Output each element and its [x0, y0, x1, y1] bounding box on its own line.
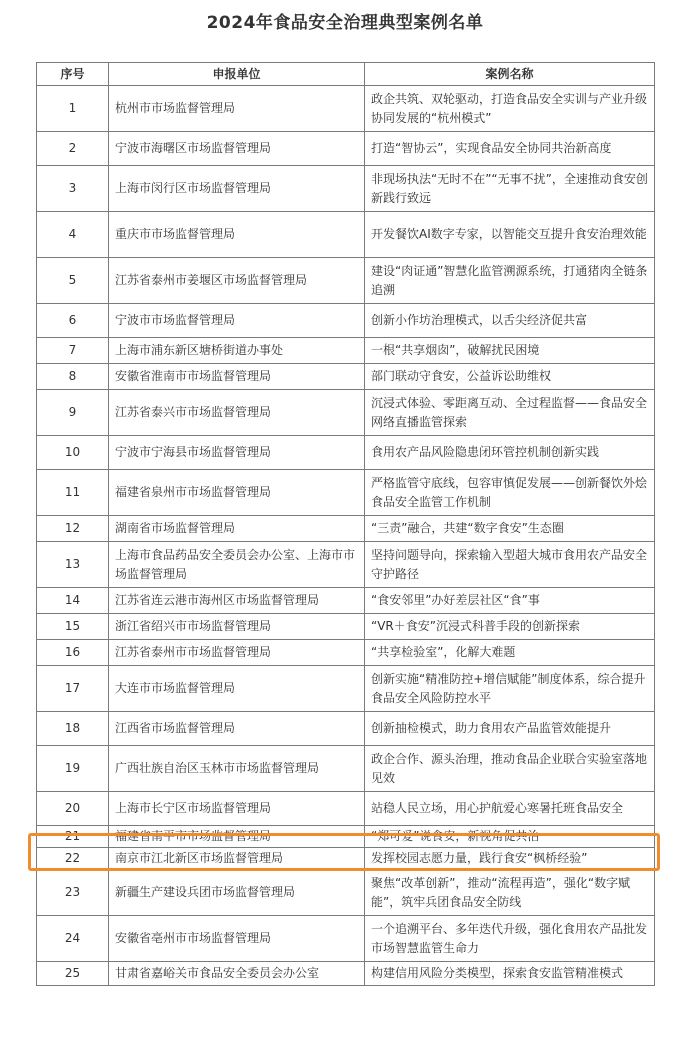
- row-unit: 大连市市场监督管理局: [109, 666, 365, 712]
- page-title: 2024年食品安全治理典型案例名单: [206, 13, 484, 33]
- row-case-name: 坚持问题导向，探索输入型超大城市食用农产品安全守护路径: [365, 542, 655, 588]
- row-number: 3: [37, 166, 109, 212]
- row-number: 13: [37, 542, 109, 588]
- table-row: [37, 666, 655, 712]
- table-row: [37, 640, 655, 666]
- row-case-name: 构建信用风险分类模型，探索食安监管精准模式: [365, 962, 655, 986]
- table-row: [37, 436, 655, 470]
- row-unit: 宁波市市场监督管理局: [109, 304, 365, 338]
- row-case-name: “食安邻里”办好差层社区“食”事: [365, 588, 655, 614]
- row-case-name: 一根“共享烟囱”，破解扰民困境: [365, 338, 655, 364]
- row-case-name: “三责”融合，共建“数字食安”生态圈: [365, 516, 655, 542]
- row-number: 12: [37, 516, 109, 542]
- row-case-name: 部门联动守食安，公益诉讼助维权: [365, 364, 655, 390]
- row-number: 21: [37, 826, 109, 848]
- table-row: [37, 792, 655, 826]
- row-number: 14: [37, 588, 109, 614]
- table-row: [37, 826, 655, 848]
- row-number: 11: [37, 470, 109, 516]
- table-header-row: [37, 63, 655, 86]
- table-row: [37, 132, 655, 166]
- row-unit: 江苏省泰兴市市场监督管理局: [109, 390, 365, 436]
- row-unit: 上海市食品药品安全委员会办公室、上海市市场监督管理局: [109, 542, 365, 588]
- row-unit: 宁波市宁海县市场监督管理局: [109, 436, 365, 470]
- row-number: 20: [37, 792, 109, 826]
- row-number: 6: [37, 304, 109, 338]
- row-number: 15: [37, 614, 109, 640]
- table-row: [37, 614, 655, 640]
- row-case-name: 政企合作、源头治理，推动食品企业联合实验室落地见效: [365, 746, 655, 792]
- row-unit: 甘肃省嘉峪关市食品安全委员会办公室: [109, 962, 365, 986]
- row-case-name: 建设“肉证通”智慧化监管溯源系统，打通猪肉全链条追溯: [365, 258, 655, 304]
- row-case-name: 沉浸式体验、零距离互动、全过程监督——食品安全网络直播监管探索: [365, 390, 655, 436]
- table-row: [37, 390, 655, 436]
- row-case-name: 聚焦“改革创新”，推动“流程再造”，强化“数字赋能”，筑牢兵团食品安全防线: [365, 870, 655, 916]
- table-row: [37, 870, 655, 916]
- row-number: 9: [37, 390, 109, 436]
- row-number: 22: [37, 848, 109, 870]
- case-list-table: [36, 62, 655, 986]
- row-unit: 浙江省绍兴市市场监督管理局: [109, 614, 365, 640]
- row-number: 16: [37, 640, 109, 666]
- row-case-name: 政企共筑、双轮驱动，打造食品安全实训与产业升级协同发展的“杭州模式”: [365, 86, 655, 132]
- row-case-name: 严格监管守底线，包容审慎促发展——创新餐饮外烩食品安全监管工作机制: [365, 470, 655, 516]
- row-number: 8: [37, 364, 109, 390]
- row-case-name: 发挥校园志愿力量，践行食安“枫桥经验”: [365, 848, 655, 870]
- row-unit: 上海市浦东新区塘桥街道办事处: [109, 338, 365, 364]
- row-case-name: 创新实施“精准防控+增信赋能”制度体系，综合提升食品安全风险防控水平: [365, 666, 655, 712]
- table-row: [37, 962, 655, 986]
- table-row: [37, 848, 655, 870]
- row-case-name: “郑可爱”说食安，新视角促共治: [365, 826, 655, 848]
- row-number: 23: [37, 870, 109, 916]
- table-row: [37, 916, 655, 962]
- row-number: 19: [37, 746, 109, 792]
- table-row: [37, 470, 655, 516]
- row-case-name: 非现场执法“无时不在”“无事不扰”，全速推动食安创新践行致远: [365, 166, 655, 212]
- row-unit: 上海市闵行区市场监督管理局: [109, 166, 365, 212]
- row-unit: 宁波市海曙区市场监督管理局: [109, 132, 365, 166]
- row-unit: 广西壮族自治区玉林市市场监督管理局: [109, 746, 365, 792]
- table-row: [37, 516, 655, 542]
- row-unit: 新疆生产建设兵团市场监督管理局: [109, 870, 365, 916]
- table-row: [37, 258, 655, 304]
- row-unit: 南京市江北新区市场监督管理局: [109, 848, 365, 870]
- row-unit: 福建省南平市市场监督管理局: [109, 826, 365, 848]
- header-case: 案例名称: [365, 63, 655, 86]
- row-number: 17: [37, 666, 109, 712]
- row-case-name: 食用农产品风险隐患闭环管控机制创新实践: [365, 436, 655, 470]
- table-row: [37, 212, 655, 258]
- header-unit: 申报单位: [109, 63, 365, 86]
- row-case-name: 创新小作坊治理模式，以舌尖经济促共富: [365, 304, 655, 338]
- row-case-name: “VR＋食安”沉浸式科普手段的创新探索: [365, 614, 655, 640]
- row-case-name: 打造“智协云”，实现食品安全协同共治新高度: [365, 132, 655, 166]
- row-unit: 重庆市市场监督管理局: [109, 212, 365, 258]
- row-case-name: 一个追溯平台、多年迭代升级，强化食用农产品批发市场智慧监管生命力: [365, 916, 655, 962]
- row-case-name: “共享检验室”，化解大难题: [365, 640, 655, 666]
- row-number: 10: [37, 436, 109, 470]
- table-row: [37, 304, 655, 338]
- row-unit: 上海市长宁区市场监督管理局: [109, 792, 365, 826]
- row-unit: 江苏省连云港市海州区市场监督管理局: [109, 588, 365, 614]
- row-number: 2: [37, 132, 109, 166]
- row-unit: 安徽省亳州市市场监督管理局: [109, 916, 365, 962]
- table-row: [37, 746, 655, 792]
- table-row: [37, 166, 655, 212]
- table-row: [37, 338, 655, 364]
- row-case-name: 开发餐饮AI数字专家，以智能交互提升食安治理效能: [365, 212, 655, 258]
- table-row: [37, 542, 655, 588]
- row-unit: 江西省市场监督管理局: [109, 712, 365, 746]
- row-number: 18: [37, 712, 109, 746]
- row-unit: 江苏省泰州市市场监督管理局: [109, 640, 365, 666]
- row-number: 5: [37, 258, 109, 304]
- row-unit: 湖南省市场监督管理局: [109, 516, 365, 542]
- header-no: 序号: [37, 63, 109, 86]
- table-row: [37, 588, 655, 614]
- table-row: [37, 712, 655, 746]
- row-unit: 杭州市市场监督管理局: [109, 86, 365, 132]
- row-case-name: 创新抽检模式，助力食用农产品监管效能提升: [365, 712, 655, 746]
- row-unit: 福建省泉州市市场监督管理局: [109, 470, 365, 516]
- row-number: 25: [37, 962, 109, 986]
- row-unit: 安徽省淮南市市场监督管理局: [109, 364, 365, 390]
- table-row: [37, 364, 655, 390]
- row-number: 7: [37, 338, 109, 364]
- row-case-name: 站稳人民立场，用心护航爱心寒暑托班食品安全: [365, 792, 655, 826]
- table-row: [37, 86, 655, 132]
- row-number: 24: [37, 916, 109, 962]
- row-unit: 江苏省泰州市姜堰区市场监督管理局: [109, 258, 365, 304]
- row-number: 4: [37, 212, 109, 258]
- row-number: 1: [37, 86, 109, 132]
